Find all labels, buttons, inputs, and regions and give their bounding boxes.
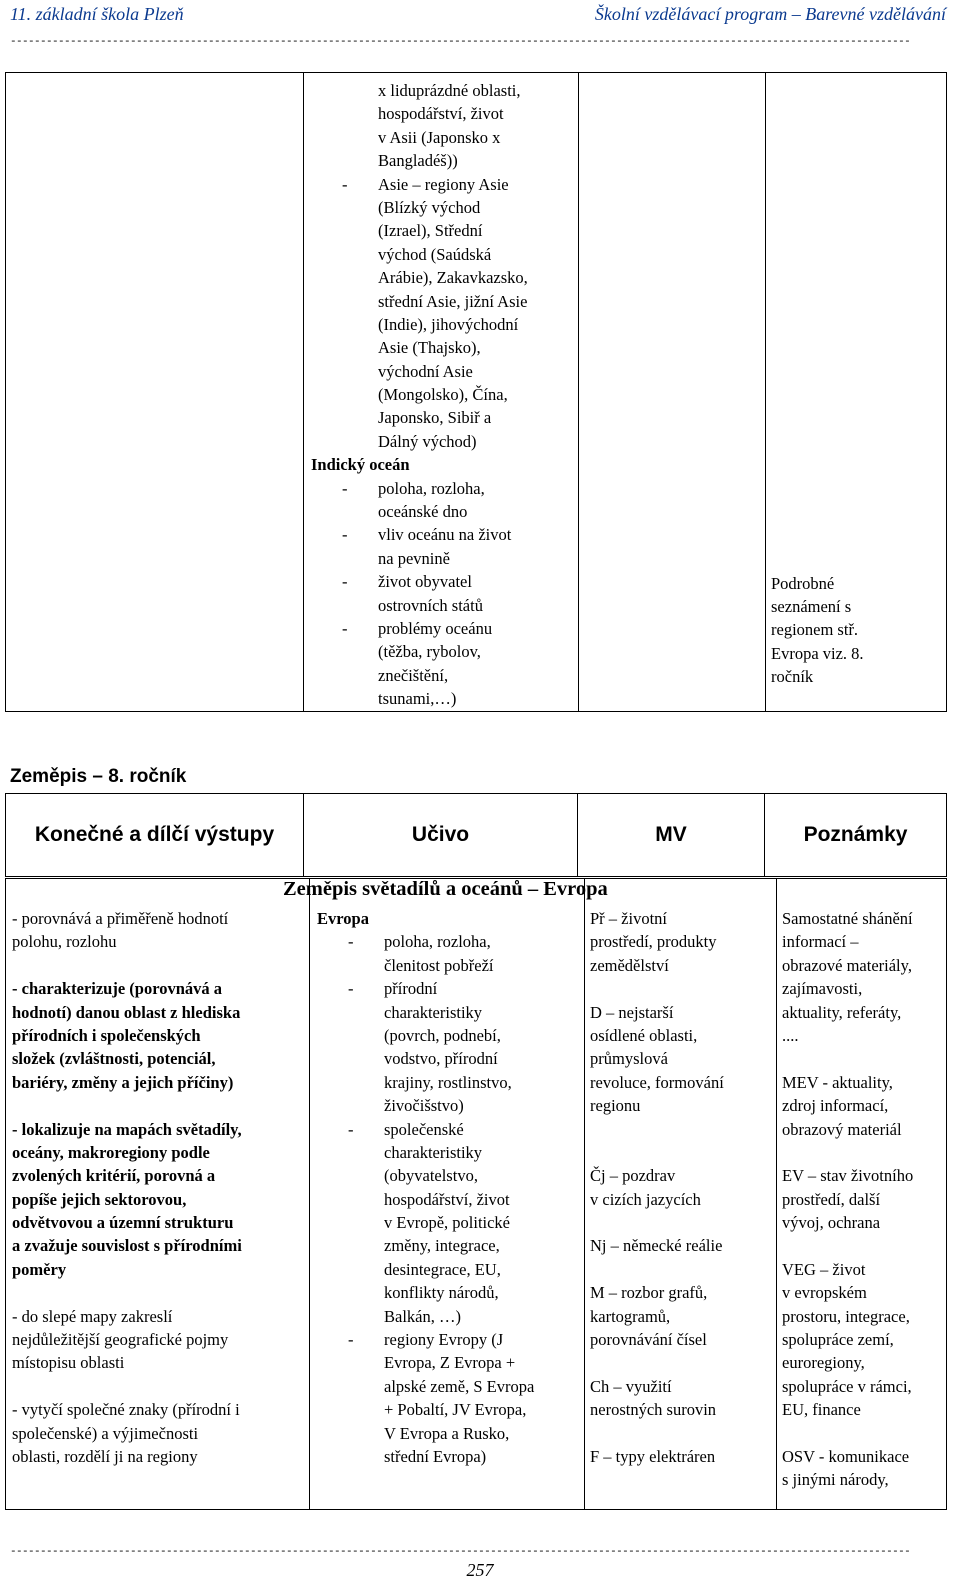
notes-line: s jinými národy,: [782, 1470, 889, 1490]
column-header-outcomes: Konečné a dílčí výstupy: [6, 794, 304, 877]
mv-line: zemědělství: [590, 955, 669, 975]
header-divider: ------------------------------------------------------------------------------------------------------------------------------------------------------: [10, 36, 911, 48]
mv-line: D – nejstarší: [590, 1002, 674, 1022]
notes-cell: [777, 879, 947, 1510]
curriculum-line: (Blízký východ: [378, 197, 481, 217]
notes-line: MEV - aktuality,: [782, 1072, 893, 1092]
mv-line: nerostných surovin: [590, 1400, 717, 1420]
outcome-line: - charakterizuje (porovnává a: [12, 979, 223, 999]
mv-line: průmyslová: [590, 1049, 668, 1069]
curriculum-line: charakteristiky: [384, 1002, 483, 1022]
outcome-line: oceány, makroregiony podle: [12, 1142, 210, 1162]
curriculum-line: Asie (Thajsko),: [378, 338, 481, 358]
notes-line: [782, 1047, 946, 1070]
notes-line: aktuality, referáty,: [782, 1002, 902, 1022]
curriculum-line: Dálný východ): [378, 431, 477, 451]
mv-line: prostředí, produkty: [590, 932, 717, 952]
mv-lines: [590, 907, 776, 1468]
outcome-line: společenské) a výjimečnosti: [12, 1423, 199, 1443]
notes-line: seznámení s: [771, 596, 852, 616]
outcome-line: zvolených kritérií, porovná a: [12, 1166, 216, 1186]
mv-line: [590, 1422, 776, 1445]
curriculum-bullet: [305, 477, 578, 500]
curriculum-line: střední Asie, jižní Asie: [378, 291, 528, 311]
mv-line: v cizích jazycích: [590, 1189, 701, 1209]
outcome-line: [12, 1281, 309, 1304]
bullet-dash: -: [348, 979, 354, 999]
curriculum-line: východní Asie: [378, 361, 473, 381]
mv-line: Př – životní: [590, 909, 667, 928]
notes-line: [782, 1234, 946, 1257]
bullet-dash: -: [348, 1330, 354, 1350]
outcome-line: [12, 954, 309, 977]
bullet-text: problémy oceánu: [378, 618, 493, 638]
mv-line: [590, 1118, 776, 1141]
mv-line: osídlené oblasti,: [590, 1025, 698, 1045]
notes-line: [782, 1422, 946, 1445]
notes-line: [782, 1141, 946, 1164]
curriculum-line: (povrch, podnebí,: [384, 1025, 501, 1045]
notes-line: obrazový materiál: [782, 1119, 902, 1139]
notes-line: regionem stř.: [771, 620, 859, 640]
footer-divider: ------------------------------------------------------------------------------------------------------------------------------------------------------: [10, 1546, 911, 1558]
curriculum-line: hospodářství, život: [384, 1189, 510, 1209]
curriculum-heading: Indický oceán: [311, 455, 410, 475]
curriculum-line: tsunami,…): [378, 689, 457, 709]
outcome-line: přírodních i společenských: [12, 1025, 201, 1045]
notes-cell: [766, 73, 947, 712]
outcome-line: hodnotí) danou oblast z hlediska: [12, 1002, 241, 1022]
curriculum-bullet: [311, 977, 584, 1000]
curriculum-line: V Evropa a Rusko,: [384, 1423, 510, 1443]
curriculum-line: členitost pobřeží: [384, 955, 494, 975]
bullet-dash: -: [342, 572, 348, 592]
bullet-dash: -: [348, 1119, 354, 1139]
curriculum-line: + Pobaltí, JV Evropa,: [384, 1400, 527, 1420]
curriculum-line: (Indie), jihovýchodní: [378, 314, 519, 334]
notes-line: EV – stav životního: [782, 1166, 914, 1186]
curriculum-line: změny, integrace,: [384, 1236, 500, 1256]
curriculum-line: (obyvatelstvo,: [384, 1166, 478, 1186]
curriculum-cell: [310, 879, 585, 1510]
outcomes-cell: [6, 73, 304, 712]
outcome-line: bariéry, změny a jejich příčiny): [12, 1072, 234, 1092]
curriculum-line: Bangladéš)): [378, 151, 458, 171]
outcome-line: [12, 1094, 309, 1117]
curriculum-bullet: [311, 1118, 584, 1141]
bullet-text: společenské: [384, 1119, 464, 1139]
outcome-line: polohu, rozlohu: [12, 932, 117, 952]
mv-line: [590, 1258, 776, 1281]
column-header-notes: Poznámky: [765, 794, 947, 877]
page-number: 257: [466, 1560, 494, 1580]
program-name: Školní vzdělávací program – Barevné vzdělávání: [594, 4, 946, 24]
section-title: Zeměpis – 8. ročník: [10, 766, 187, 787]
notes-line: VEG – život: [782, 1259, 866, 1279]
curriculum-cell: [304, 73, 579, 712]
outcome-line: - do slepé mapy zakreslí: [12, 1306, 173, 1326]
school-name: 11. základní škola Plzeň: [10, 4, 184, 24]
curriculum-line: x liduprázdné oblasti,: [378, 81, 521, 100]
curriculum-line: (těžba, rybolov,: [378, 642, 481, 662]
outcome-line: složek (zvláštnosti, potenciál,: [12, 1049, 216, 1069]
outcome-line: - lokalizuje na mapách světadíly,: [12, 1119, 242, 1139]
curriculum-line: alpské země, S Evropa: [384, 1376, 535, 1396]
bullet-dash: -: [342, 174, 348, 194]
topic-title: Zeměpis světadílů a oceánů – Evropa: [283, 878, 608, 900]
curriculum-line: Arábie), Zakavkazsko,: [378, 268, 528, 288]
curriculum-line: oceánské dno: [378, 502, 468, 522]
notes-line: v evropském: [782, 1283, 867, 1303]
notes-line: Samostatné shánění: [782, 909, 913, 928]
mv-line: porovnávání čísel: [590, 1330, 707, 1350]
mv-line: M – rozbor grafů,: [590, 1283, 708, 1303]
notes-line: spolupráce v rámci,: [782, 1376, 912, 1396]
curriculum-line: Balkán, …): [384, 1306, 461, 1326]
mv-line: [590, 977, 776, 1000]
notes-line: euroregiony,: [782, 1353, 865, 1373]
bullet-text: regiony Evropy (J: [384, 1330, 504, 1350]
outcomes-cell: [6, 879, 310, 1510]
bullet-text: vliv oceánu na život: [378, 525, 512, 545]
notes-line: ....: [782, 1025, 799, 1045]
curriculum-line: na pevnině: [378, 548, 450, 568]
mv-line: Čj – pozdrav: [590, 1166, 676, 1186]
curriculum-line: (Mongolsko), Čína,: [378, 385, 508, 405]
notes-line: ročník: [771, 667, 814, 687]
notes-lines: [771, 572, 946, 711]
outcome-line: poměry: [12, 1259, 67, 1279]
column-header-mv: MV: [578, 794, 765, 877]
notes-line: Evropa viz. 8.: [771, 643, 864, 663]
curriculum-bullet: [311, 930, 584, 953]
notes-line: obrazové materiály,: [782, 955, 912, 975]
outcome-line: popíše jejich sektorovou,: [12, 1189, 187, 1209]
notes-lines: [782, 907, 946, 1492]
bullet-text: poloha, rozloha,: [378, 478, 485, 498]
mv-line: regionu: [590, 1096, 641, 1116]
mv-line: kartogramů,: [590, 1306, 671, 1326]
outcome-line: odvětvovou a územní strukturu: [12, 1213, 234, 1233]
curriculum-line: v Asii (Japonsko x: [378, 127, 501, 147]
curriculum-bullet: [305, 570, 578, 593]
curriculum-lines: [305, 79, 578, 711]
mv-cell: [579, 73, 766, 712]
curriculum-line: charakteristiky: [384, 1142, 483, 1162]
mv-line: [590, 1141, 776, 1164]
curriculum-line: znečištění,: [378, 665, 449, 685]
mv-line: F – typy elektráren: [590, 1446, 716, 1466]
mv-cell: [585, 879, 777, 1510]
curriculum-line: (Izrael), Střední: [378, 221, 483, 241]
notes-line: vývoj, ochrana: [782, 1213, 881, 1233]
notes-line: informací –: [782, 932, 859, 952]
curriculum-bullet: [305, 523, 578, 546]
curriculum-line: krajiny, rostlinstvo,: [384, 1072, 512, 1092]
bullet-dash: -: [348, 932, 354, 952]
bullet-text: přírodní: [384, 979, 438, 999]
notes-line: Podrobné: [771, 573, 835, 593]
outcome-line: - vytyčí společné znaky (přírodní i: [12, 1400, 240, 1420]
curriculum-line: v Evropě, politické: [384, 1213, 511, 1233]
notes-line: zdroj informací,: [782, 1096, 889, 1116]
mv-line: [590, 1351, 776, 1374]
curriculum-table: [5, 878, 947, 1510]
notes-line: prostředí, další: [782, 1189, 881, 1209]
curriculum-line: Japonsko, Sibiř a: [378, 408, 492, 428]
notes-line: OSV - komunikace: [782, 1446, 910, 1466]
curriculum-lines: [311, 907, 584, 1468]
notes-line: zajímavosti,: [782, 979, 863, 999]
column-header-curriculum: Učivo: [304, 794, 578, 877]
bullet-dash: -: [342, 478, 348, 498]
mv-line: Nj – německé reálie: [590, 1236, 723, 1256]
outcome-line: nejdůležitější geografické pojmy: [12, 1330, 229, 1350]
mv-line: Ch – využití: [590, 1376, 672, 1396]
notes-line: spolupráce zemí,: [782, 1330, 894, 1350]
bullet-dash: -: [342, 525, 348, 545]
curriculum-line: desintegrace, EU,: [384, 1259, 501, 1279]
bullet-text: poloha, rozloha,: [384, 932, 491, 952]
mv-line: revoluce, formování: [590, 1072, 724, 1092]
outcome-line: [12, 1375, 309, 1398]
curriculum-table-continued: [5, 72, 947, 712]
outcomes-lines: [12, 907, 309, 1468]
outcome-line: - porovnává a přiměřeně hodnotí: [12, 909, 229, 928]
curriculum-line: Evropa, Z Evropa +: [384, 1353, 516, 1373]
curriculum-line: konflikty národů,: [384, 1283, 499, 1303]
outcome-line: místopisu oblasti: [12, 1353, 125, 1373]
curriculum-line: vodstvo, přírodní: [384, 1049, 498, 1069]
curriculum-line: hospodářství, život: [378, 104, 504, 124]
outcome-line: oblasti, rozdělí ji na regiony: [12, 1446, 198, 1466]
column-header-table: [5, 793, 947, 877]
curriculum-bullet: [305, 617, 578, 640]
bullet-text: Asie – regiony Asie: [378, 174, 509, 194]
curriculum-line: živočišstvo): [384, 1096, 464, 1116]
curriculum-bullet: [305, 173, 578, 196]
mv-line: [590, 1211, 776, 1234]
curriculum-line: východ (Saúdská: [378, 244, 492, 264]
bullet-text: život obyvatel: [378, 572, 472, 592]
bullet-dash: -: [342, 618, 348, 638]
outcome-line: a zvažuje souvislost s přírodními: [12, 1236, 242, 1256]
curriculum-line: ostrovních států: [378, 595, 483, 615]
notes-line: prostoru, integrace,: [782, 1306, 910, 1326]
notes-line: EU, finance: [782, 1400, 861, 1420]
curriculum-line: střední Evropa): [384, 1446, 487, 1466]
curriculum-heading: Evropa: [317, 909, 369, 928]
curriculum-bullet: [311, 1328, 584, 1351]
